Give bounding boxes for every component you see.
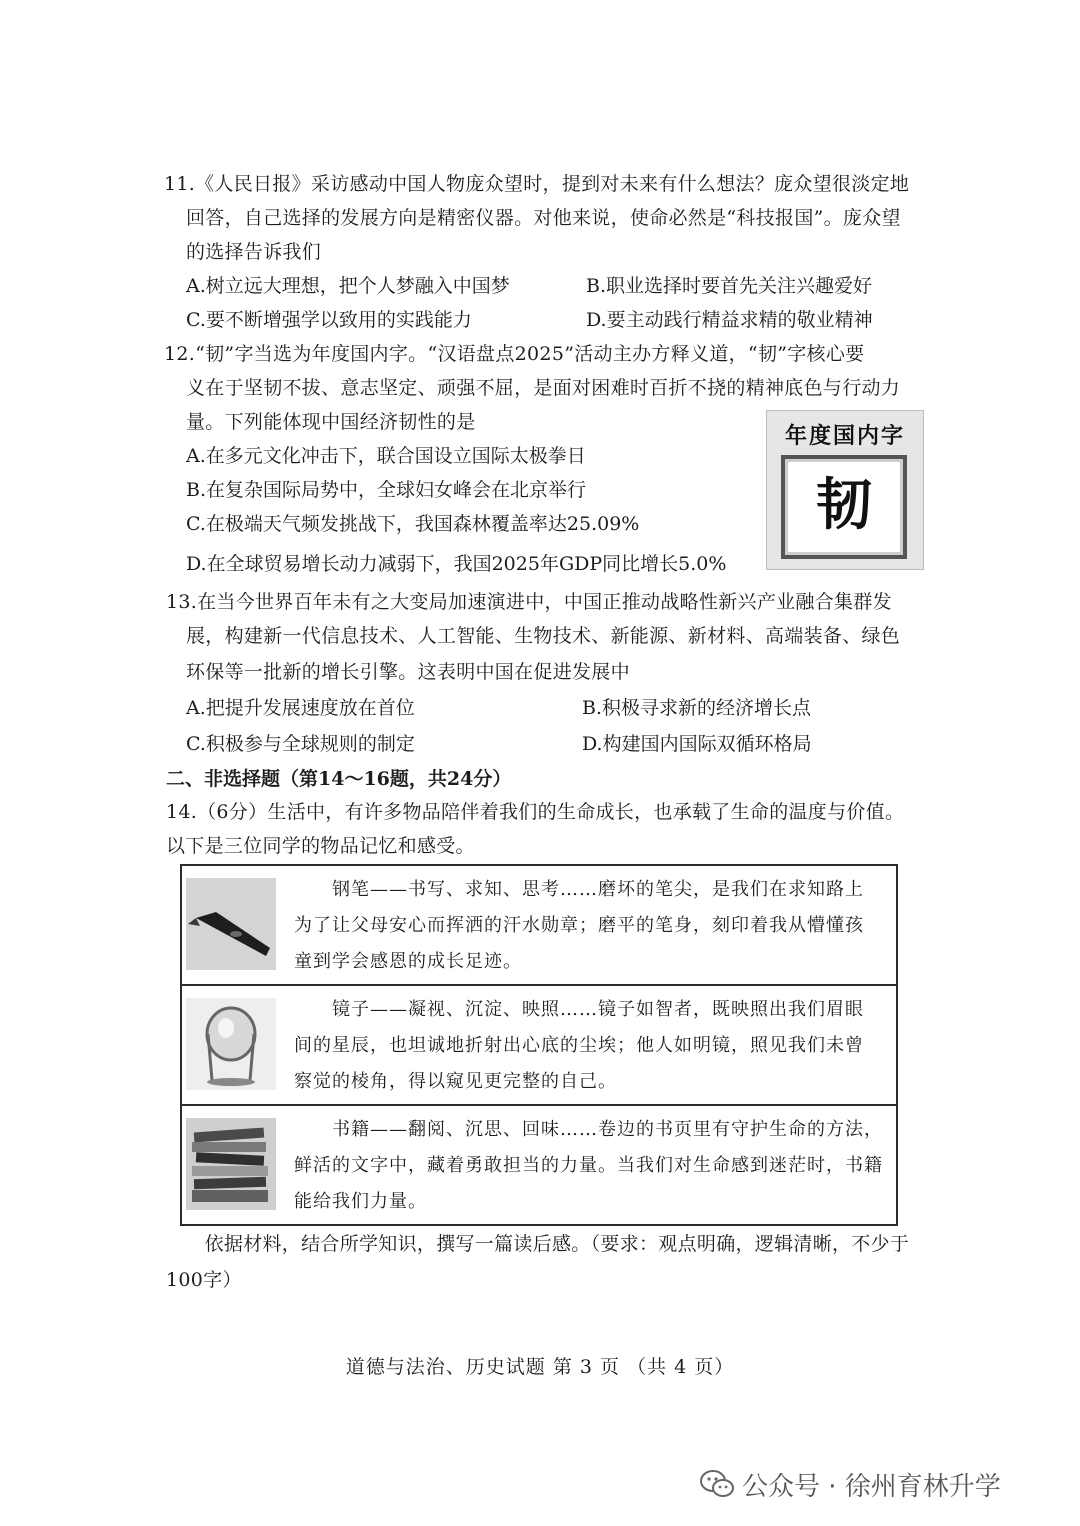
pen-text-line-3: 童到学会感恩的成长足迹。 (294, 951, 522, 972)
annual-character-glyph: 韧 (816, 472, 872, 538)
page-footer: 道德与法治、历史试题 第 3 页 （共 4 页） (345, 1356, 735, 1378)
watermark-text: 公众号 · 徐州育林升学 (742, 1472, 1001, 1502)
q12-line-1: 12.“韧”字当选为年度国内字。“汉语盘点2025”活动主办方释义道，“韧”字核心要 (164, 343, 865, 365)
q14-instruction-line-2: 100字） (166, 1269, 242, 1291)
annual-character-image (766, 410, 924, 570)
book-text-line-3: 能给我们力量。 (294, 1191, 427, 1212)
annual-character-caption: 年度国内字 (784, 423, 905, 449)
watermark (700, 1466, 1001, 1506)
table-row (182, 866, 896, 986)
books-image (186, 1118, 276, 1210)
q14-line-2: 以下是三位同学的物品记忆和感受。 (166, 835, 475, 857)
q12-option-b: B.在复杂国际局势中，全球妇女峰会在北京举行 (186, 479, 587, 501)
mirror-text-line-1: 镜子——凝视、沉淀、映照……镜子如智者，既映照出我们眉眼 (294, 999, 864, 1020)
q12-option-d: D.在全球贸易增长动力减弱下，我国2025年GDP同比增长5.0% (186, 553, 727, 575)
q12-option-a: A.在多元文化冲击下，联合国设立国际太极拳日 (186, 445, 586, 467)
q12-line-3: 量。下列能体现中国经济韧性的是 (186, 411, 476, 433)
materials-table (180, 864, 898, 1226)
q11-option-d: D.要主动践行精益求精的敬业精神 (586, 309, 873, 331)
q13-option-c: C.积极参与全球规则的制定 (186, 733, 415, 755)
section-heading: 二、非选择题（第14～16题，共24分） (166, 768, 512, 790)
q11-option-b: B.职业选择时要首先关注兴趣爱好 (586, 275, 873, 297)
book-text-line-2: 鲜活的文字中，藏着勇敢担当的力量。当我们对生命感到迷茫时，书籍 (294, 1155, 883, 1176)
q14-line-1: 14.（6分）生活中，有许多物品陪伴着我们的生命成长，也承载了生命的温度与价值。 (166, 801, 905, 823)
character-frame (781, 455, 907, 559)
table-row (182, 986, 896, 1106)
table-row (182, 1106, 896, 1224)
mirror-text-line-3: 察觉的棱角，得以窥见更完整的自己。 (294, 1071, 617, 1092)
q11-line-1: 11.《人民日报》采访感动中国人物庞众望时，提到对未来有什么想法？庞众望很淡定地 (164, 173, 910, 195)
q13-option-a: A.把提升发展速度放在首位 (186, 697, 415, 719)
q11-option-c: C.要不断增强学以致用的实践能力 (186, 309, 472, 331)
q13-option-b: B.积极寻求新的经济增长点 (582, 697, 812, 719)
q11-line-2: 回答，自己选择的发展方向是精密仪器。对他来说，使命必然是“科技报国”。庞众望 (186, 207, 901, 229)
q14-instruction-line-1: 依据材料，结合所学知识，撰写一篇读后感。（要求：观点明确，逻辑清晰，不少于 (166, 1233, 910, 1255)
q12-line-2: 义在于坚韧不拔、意志坚定、顽强不屈，是面对困难时百折不挠的精神底色与行动力 (186, 377, 901, 399)
pen-image (186, 878, 276, 970)
q13-line-3: 环保等一批新的增长引擎。这表明中国在促进发展中 (186, 661, 630, 683)
pen-text-line-1: 钢笔——书写、求知、思考……磨坏的笔尖，是我们在求知路上 (294, 879, 864, 900)
q11-option-a: A.树立远大理想，把个人梦融入中国梦 (186, 275, 510, 297)
book-text-line-1: 书籍——翻阅、沉思、回味……卷边的书页里有守护生命的方法， (294, 1119, 883, 1140)
mirror-text-line-2: 间的星辰，也坦诚地折射出心底的尘埃；他人如明镜，照见我们未曾 (294, 1035, 864, 1056)
wechat-icon (700, 1469, 734, 1506)
q13-line-2: 展，构建新一代信息技术、人工智能、生物技术、新能源、新材料、高端装备、绿色 (186, 625, 901, 647)
q13-line-1: 13.在当今世界百年未有之大变局加速演进中，中国正推动战略性新兴产业融合集群发 (166, 591, 892, 613)
mirror-image (186, 998, 276, 1090)
pen-text-line-2: 为了让父母安心而挥洒的汗水勋章；磨平的笔身，刻印着我从懵懂孩 (294, 915, 864, 936)
q13-option-d: D.构建国内国际双循环格局 (582, 733, 812, 755)
q11-line-3: 的选择告诉我们 (186, 241, 322, 263)
q12-option-c: C.在极端天气频发挑战下，我国森林覆盖率达25.09% (186, 513, 640, 535)
